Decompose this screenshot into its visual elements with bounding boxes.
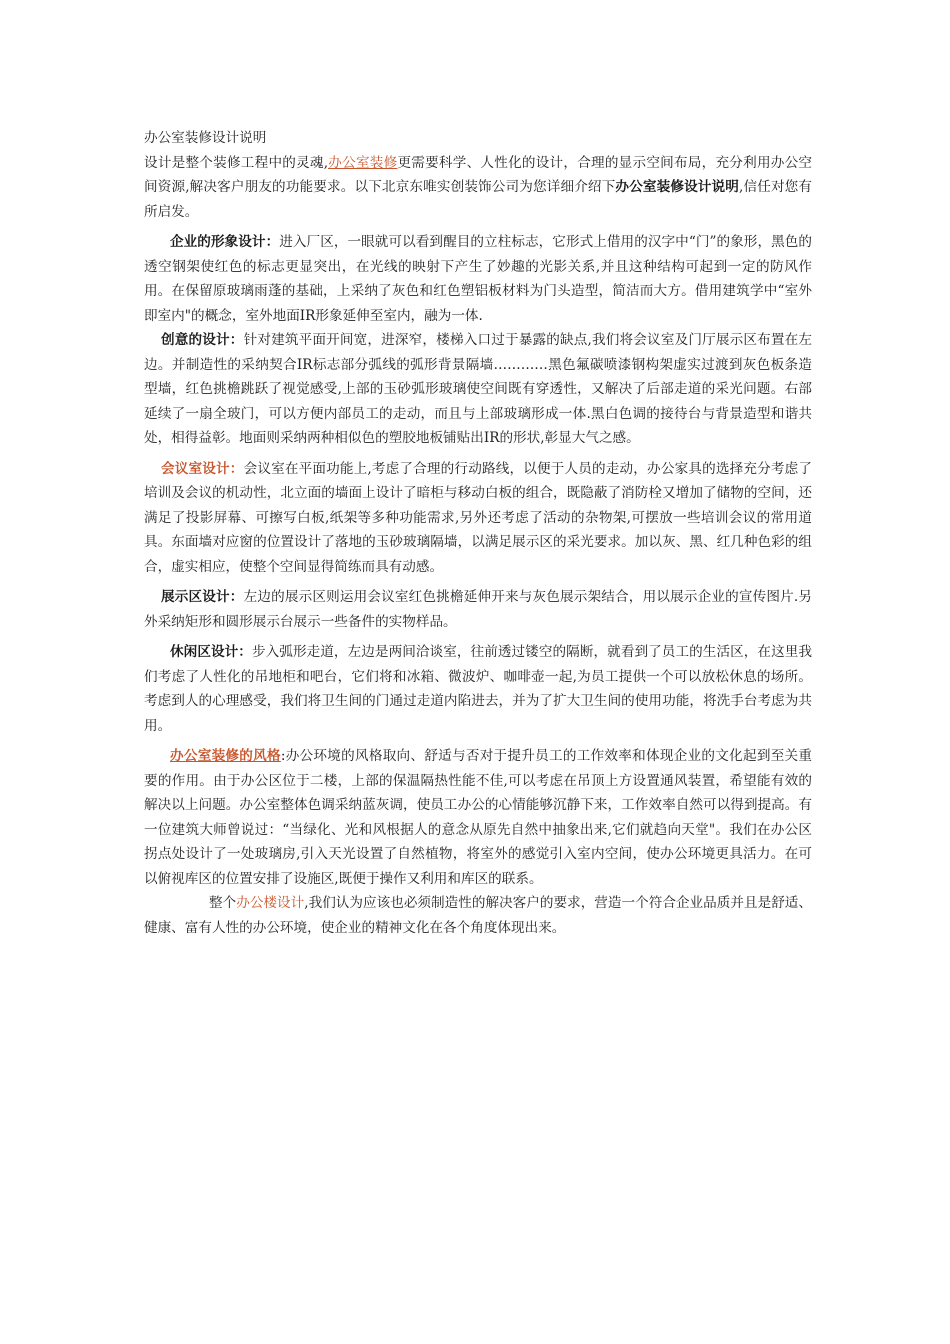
section-body-brand-image: 进入厂区，一眼就可以看到醒目的立柱标志，它形式上借用的汉字中“门”的象形，黑色的透空钢架使红色的标志更显突出，在光线的映射下产生了妙趣的光影关系,并且这种结构可起到一定的防风作用。在保留原玻璃雨蓬的基础，上采纳了灰色和红色塑铝板材料为门头造型，简洁而大方。借用建筑学中“室外即室内"的概念，室外地面IR形象延伸至室内，融为一体. (144, 234, 813, 324)
section-paragraph-style (144, 744, 812, 891)
section-paragraph-showroom (144, 585, 812, 634)
closing-text-end: ,我们认为应该也必须制造性的解决客户的要求，营造一个符合企业品质并且是舒适、健康、富有人性的办公环境，使企业的精神文化在各个角度体现出来。 (144, 895, 812, 936)
intro-paragraph (144, 151, 812, 225)
section-paragraph-meeting-room (144, 457, 812, 580)
section-heading-lounge: 休闲区设计： (170, 644, 252, 660)
section-heading-creative: 创意的设计： (161, 332, 244, 348)
document-title: 办公室装修设计说明 (144, 130, 267, 146)
section-paragraph-brand-image (144, 230, 812, 328)
section-heading-meeting-room: 会议室设计： (161, 460, 244, 477)
section-paragraph-creative (144, 328, 812, 451)
closing-text-start: 整个 (209, 895, 237, 911)
intro-bold-phrase: 办公室装修设计说明 (615, 179, 740, 195)
office-building-design-link[interactable]: 办公楼设计 (236, 895, 305, 911)
section-body-meeting-room: 会议室在平面功能上,考虑了合理的行动路线，以便于人员的走动，办公家具的选择充分考虑了培训及会议的机动性，北立面的墙面上设计了暗柜与移动白板的组合，既隐蔽了消防栓又增加了储物的空间，还满足了投影屏幕、可擦写白板,纸架等多种功能需求,另外还考虑了活动的杂物架,可摆放一些培训会议的常用道具。东面墙对应窗的位置设计了落地的玉砂玻璃隔墙，以满足展示区的采光要求。加以灰、黑、红几种色彩的组合，虚实相应，使整个空间显得简练而具有动感。 (144, 460, 812, 575)
section-paragraph-lounge (144, 640, 812, 738)
intro-text-end: ,信任对您有所启发。 (144, 179, 813, 220)
office-decoration-link[interactable]: 办公室装修 (328, 154, 398, 171)
section-body-showroom: 左边的展示区则运用会议室红色挑檐延伸开来与灰色展示架结合，用以展示企业的宣传图片.另外采纳矩形和圆形展示台展示一些备件的实物样品。 (144, 589, 812, 630)
document-body (144, 126, 812, 940)
section-body-style: :办公环境的风格取向、舒适与否对于提升员工的工作效率和体现企业的文化起到至关重要的作用。由于办公区位于二楼，上部的保温隔热性能不佳,可以考虑在吊顶上方设置通风装置，希望能有效的解决以上问题。办公室整体色调采纳蓝灰调，使员工办公的心情能够沉静下来，工作效率自然可以得到提高。有一位建筑大师曾说过：“当绿化、光和风根据人的意念从原先自然中抽象出来,它们就趋向天堂"。我们在办公区拐点处设计了一处玻璃房,引入天光设置了自然植物，将室外的感觉引入室内空间，使办公环境更具活力。在可以俯视库区的位置安排了设施区,既便于操作又利用和库区的联系。 (144, 748, 813, 887)
section-body-lounge: 步入弧形走道，左边是两间洽谈室，往前透过镂空的隔断，就看到了员工的生活区，在这里我们考虑了人性化的吊地柜和吧台，它们将和冰箱、微波炉、咖啡壶一起,为员工提供一个可以放松休息的场所。考虑到人的心理感受，我们将卫生间的门通过走道内陷进去，并为了扩大卫生间的使用功能，将洗手台考虑为共用。 (144, 644, 812, 734)
intro-text-start: 设计是整个装修工程中的灵魂, (144, 154, 329, 171)
intro-text-middle: 更需要科学、人性化的设计，合理的显示空间布局，充分利用办公空间资源,解决客户朋友的功能要求。以下北京东唯实创装饰公司为您详细介绍下 (144, 154, 813, 195)
section-heading-style-link[interactable]: 办公室装修的风格 (170, 748, 281, 764)
section-heading-showroom: 展示区设计： (161, 589, 244, 605)
section-heading-brand-image: 企业的形象设计： (170, 234, 280, 250)
closing-paragraph (144, 891, 812, 940)
section-body-creative: 针对建筑平面开间宽，进深窄，楼梯入口过于暴露的缺点,我们将会议室及门厅展示区布置在左边。并制造性的采纳契合IR标志部分弧线的弧形背景隔墙…………黑色氟碳喷漆钢构架虚实过渡到灰色板条造型墙，红色挑檐跳跃了视觉感受,上部的玉砂弧形玻璃使空间既有穿透性，又解决了后部走道的采光问题。右部延续了一扇全玻门，可以方便内部员工的走动，而且与上部玻璃形成一体.黑白色调的接待台与背景造型和谐共处，相得益彰。地面则采纳两种相似色的塑胶地板铺贴出IR的形状,彰显大气之感。 (144, 332, 812, 446)
